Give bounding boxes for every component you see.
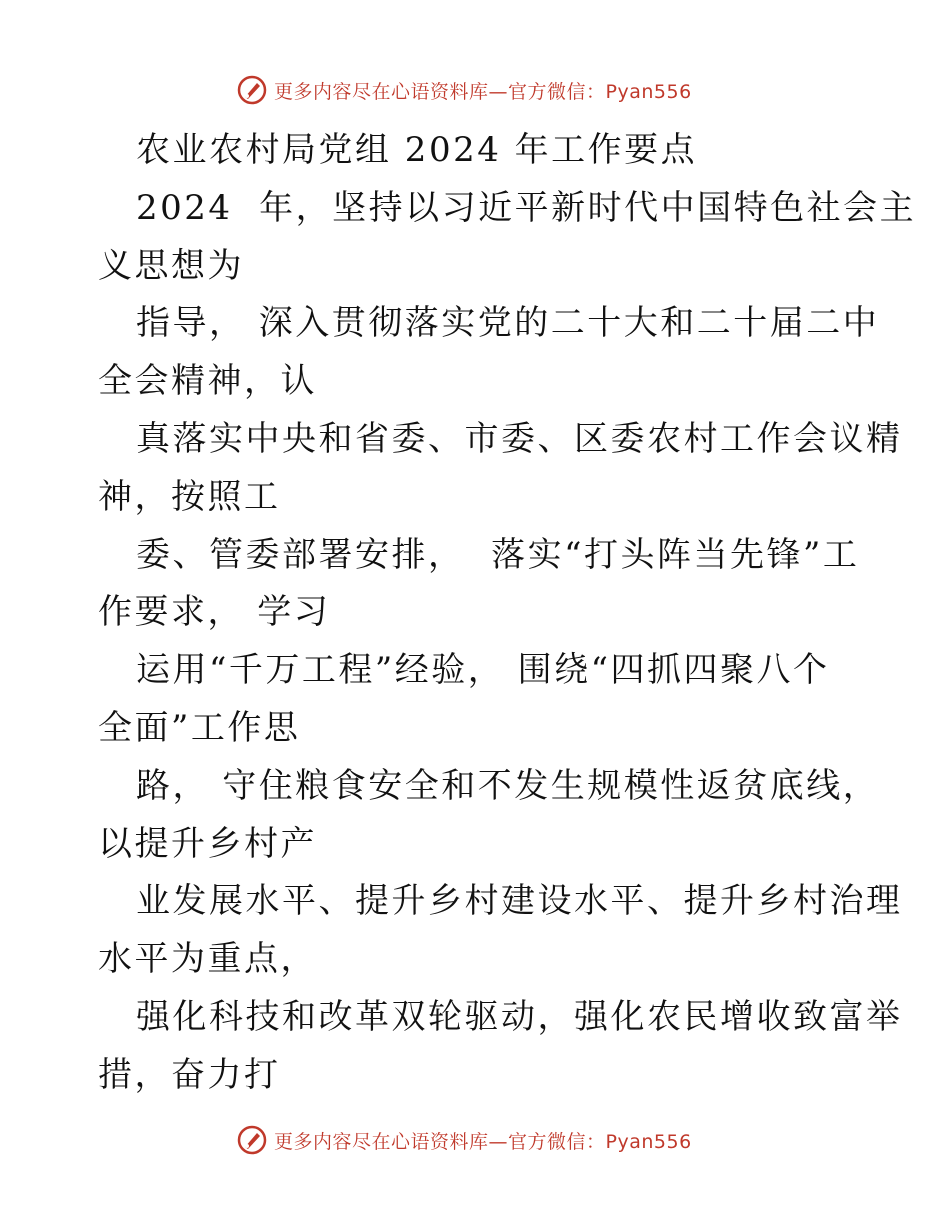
paragraph-line: 义思想为 xyxy=(98,245,244,286)
paragraph-line: 强化科技和改革双轮驱动，强化农民增收致富举 xyxy=(136,996,903,1037)
watermark-text: 更多内容尽在心语资料库—官方微信：Pyan556 xyxy=(274,1130,692,1153)
paragraph-line: 路， 守住粮食安全和不发生规模性返贫底线， xyxy=(136,765,880,806)
paragraph-line: 真落实中央和省委、市委、区委农村工作会议精 xyxy=(136,418,903,459)
watermark-footer xyxy=(236,1123,692,1157)
paragraph-line: 指导， 深入贯彻落实党的二十大和二十届二中 xyxy=(136,303,880,344)
paragraph-line: 全面”工作思 xyxy=(98,707,301,748)
paragraph-line: 委、管委部署安排， 落实“打头阵当先锋”工 xyxy=(136,534,860,575)
paragraph-line: 全会精神，认 xyxy=(98,361,317,402)
paragraph-line: 措，奋力打 xyxy=(98,1054,281,1095)
watermark-header xyxy=(236,73,692,107)
watermark-text: 更多内容尽在心语资料库—官方微信：Pyan556 xyxy=(274,80,692,103)
paragraph-line: 2024 年，坚持以习近平新时代中国特色社会主 xyxy=(136,187,917,228)
document-body xyxy=(98,122,917,1105)
pen-circle-icon xyxy=(236,74,268,106)
paragraph-line: 水平为重点， xyxy=(98,939,317,980)
pen-circle-icon xyxy=(236,1124,268,1156)
paragraph-line: 神，按照工 xyxy=(98,476,281,517)
paragraph-line: 业发展水平、提升乡村建设水平、提升乡村治理 xyxy=(136,881,903,922)
paragraph-line: 以提升乡村产 xyxy=(98,823,317,864)
paragraph-line: 作要求， 学习 xyxy=(98,592,331,633)
paragraph-line: 农业农村局党组 2024 年工作要点 xyxy=(136,130,698,170)
paragraph-line: 运用“千万工程”经验， 围绕“四抓四聚八个 xyxy=(136,650,830,691)
